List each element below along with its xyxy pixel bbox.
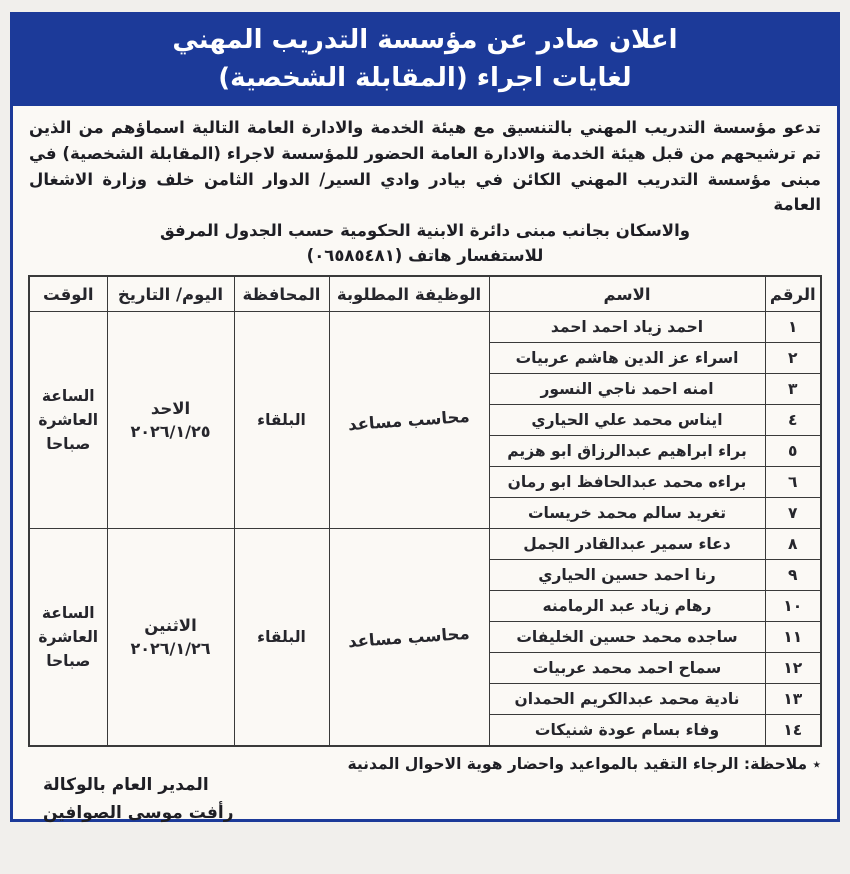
table-row <box>29 312 821 343</box>
row-number-cell: ٧ <box>765 498 821 529</box>
name-cell: براء ابراهيم عبدالرزاق ابو هزيم <box>489 436 765 467</box>
signature-title: المدير العام بالوكالة <box>43 774 209 795</box>
signature-name: رأفت موسى الصوافين <box>43 802 234 823</box>
row-number-cell: ٩ <box>765 560 821 591</box>
col-header-day-date: اليوم/ التاريخ <box>107 276 234 312</box>
name-cell: رنا احمد حسين الحياري <box>489 560 765 591</box>
intro-paragraph: تدعو مؤسسة التدريب المهني بالتنسيق مع هيئة الخدمة والادارة العامة التالية اسماؤهم من الذين تم ترشيحهم من قبل هيئة الخدمة والادارة العامة الحضور للمؤسسة لاجراء (المقابلة الشخصية) في مبنى مؤسسة التدريب المهني الكائن في بيادر وادي السير/ الدوار الثامن خلف وزارة الاشغال العامة <box>29 118 821 215</box>
time-cell: الساعة العاشرة صباحا <box>29 529 107 746</box>
signature-block <box>29 771 821 827</box>
day-date-cell <box>107 312 234 529</box>
title-line-2: لغايات اجراء (المقابلة الشخصية) <box>218 62 632 93</box>
position-cell <box>329 312 489 529</box>
row-number-cell: ٦ <box>765 467 821 498</box>
position-label: محاسب مساعد <box>347 406 471 434</box>
table-row <box>29 529 821 560</box>
col-header-governorate: المحافظة <box>234 276 329 312</box>
name-cell: رهام زياد عبد الرمامنه <box>489 591 765 622</box>
row-number-cell: ٤ <box>765 405 821 436</box>
announcement-box <box>10 12 840 822</box>
position-cell <box>329 529 489 746</box>
row-number-cell: ٣ <box>765 374 821 405</box>
col-header-name: الاسم <box>489 276 765 312</box>
col-header-number: الرقم <box>765 276 821 312</box>
name-cell: تغريد سالم محمد خريسات <box>489 498 765 529</box>
intro-location-line: والاسكان بجانب مبنى دائرة الابنية الحكومية حسب الجدول المرفق <box>159 220 690 240</box>
table-header-row <box>29 276 821 312</box>
row-number-cell: ١٠ <box>765 591 821 622</box>
col-header-time: الوقت <box>29 276 107 312</box>
time-cell: الساعة العاشرة صباحا <box>29 312 107 529</box>
title-line-1: اعلان صادر عن مؤسسة التدريب المهني <box>172 25 678 55</box>
row-number-cell: ١٤ <box>765 715 821 746</box>
row-number-cell: ٨ <box>765 529 821 560</box>
announcement-header <box>13 15 837 106</box>
name-cell: نادية محمد عبدالكريم الحمدان <box>489 684 765 715</box>
name-cell: اسراء عز الدين هاشم عربيات <box>489 343 765 374</box>
governorate-cell: البلقاء <box>234 312 329 529</box>
row-number-cell: ٥ <box>765 436 821 467</box>
row-number-cell: ٢ <box>765 343 821 374</box>
row-number-cell: ١١ <box>765 622 821 653</box>
name-cell: ساجده محمد حسين الخليفات <box>489 622 765 653</box>
name-cell: وفاء بسام عودة شنيكات <box>489 715 765 746</box>
position-label: محاسب مساعد <box>347 623 471 651</box>
intro-section <box>13 106 837 270</box>
col-header-position: الوظيفة المطلوبة <box>329 276 489 312</box>
name-cell: امنه احمد ناجي النسور <box>489 374 765 405</box>
name-cell: دعاء سمير عبدالقادر الجمل <box>489 529 765 560</box>
note-line: ٭ ملاحظة: الرجاء التقيد بالمواعيد واحضار هوية الاحوال المدنية <box>347 754 821 773</box>
date-label: ٢٠٢٦/١/٢٦ <box>130 639 211 658</box>
row-number-cell: ١ <box>765 312 821 343</box>
name-cell: احمد زياد احمد احمد <box>489 312 765 343</box>
footer-section <box>13 747 837 827</box>
name-cell: براءه محمد عبدالحافظ ابو رمان <box>489 467 765 498</box>
day-label: الاثنين <box>144 616 197 635</box>
day-label: الاحد <box>150 399 191 419</box>
governorate-cell: البلقاء <box>234 529 329 746</box>
intro-phone-line: للاستفسار هاتف (٠٦٥٨٥٤٨١) <box>306 246 544 266</box>
day-date-cell <box>107 529 234 746</box>
row-number-cell: ١٢ <box>765 653 821 684</box>
interview-schedule-table <box>28 275 822 747</box>
name-cell: سماح احمد محمد عربيات <box>489 653 765 684</box>
date-label: ٢٠٢٦/١/٢٥ <box>130 422 211 442</box>
name-cell: ايناس محمد علي الحياري <box>489 405 765 436</box>
row-number-cell: ١٣ <box>765 684 821 715</box>
